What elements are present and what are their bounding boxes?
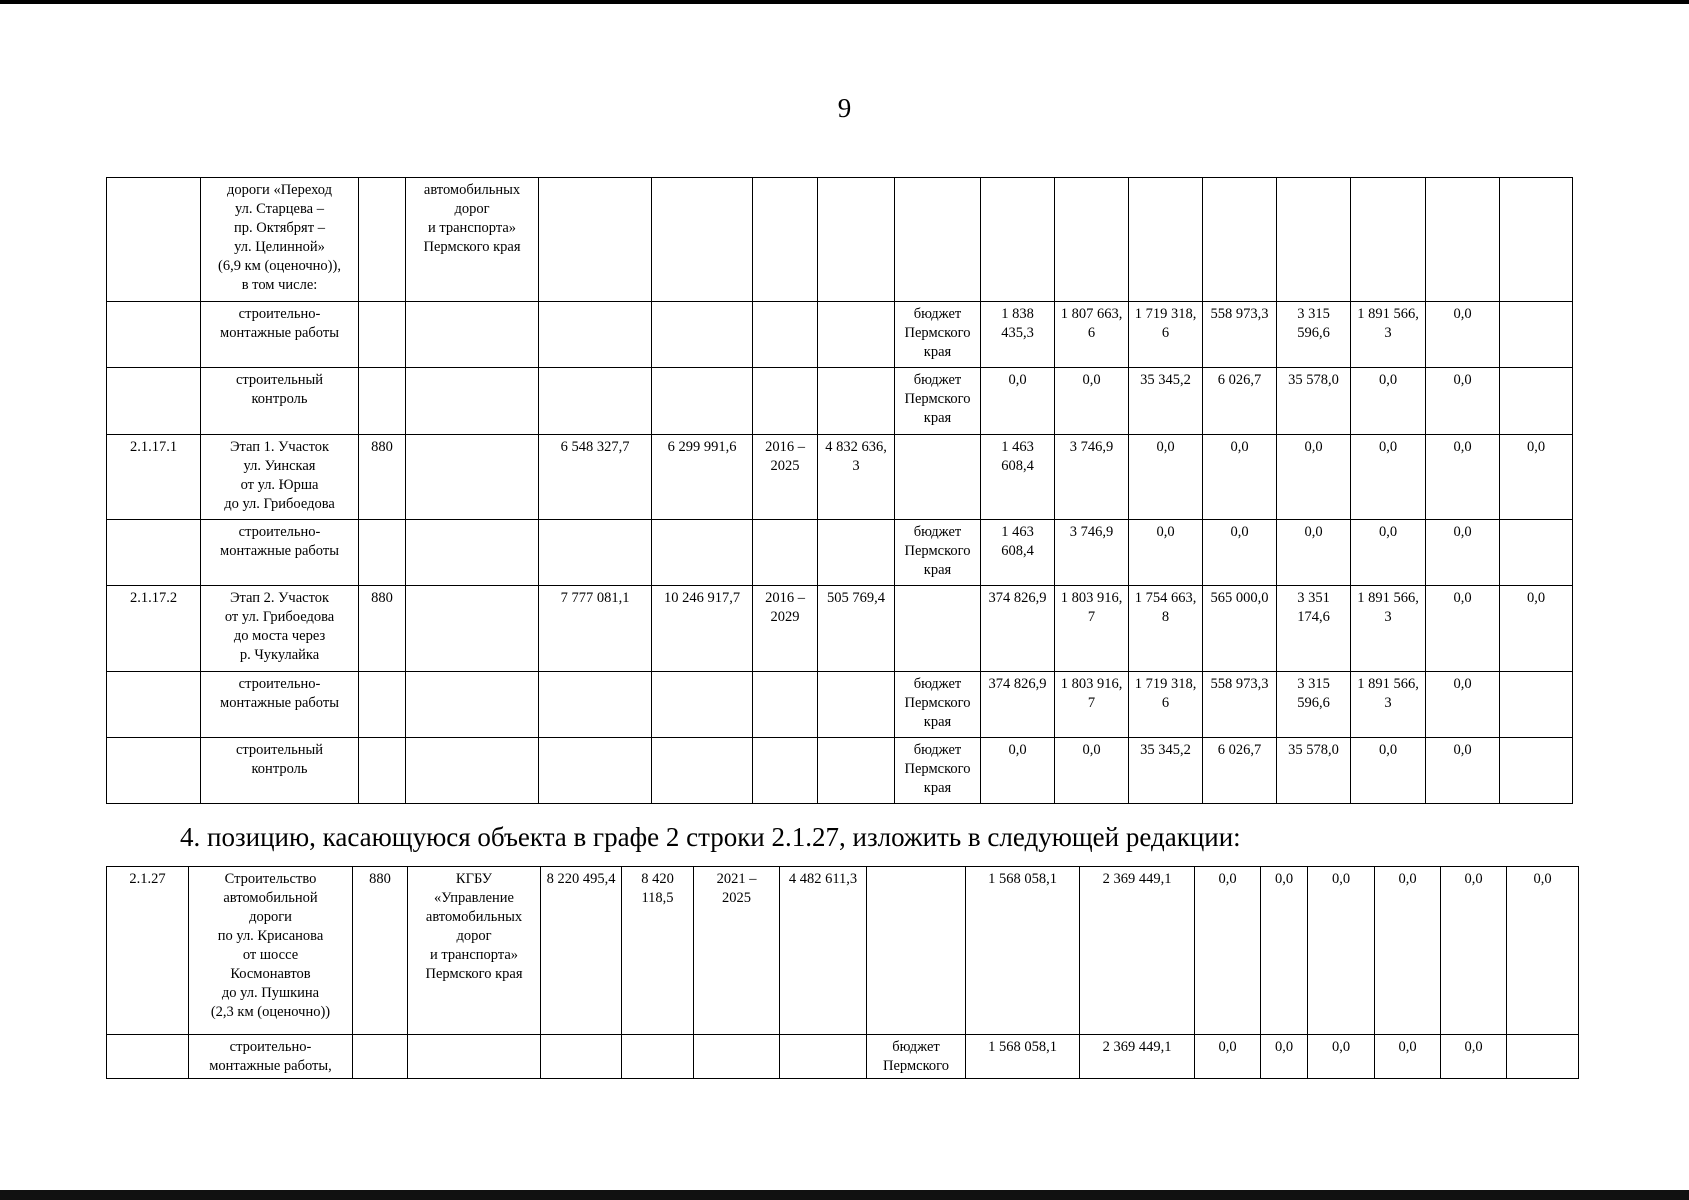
table-cell: 2 369 449,1 bbox=[1080, 867, 1195, 1035]
table-cell bbox=[541, 1035, 622, 1079]
table-cell: 10 246 917,7 bbox=[652, 586, 753, 672]
scan-edge-top bbox=[0, 0, 1689, 4]
table-cell: 0,0 bbox=[1261, 867, 1308, 1035]
table-cell: 0,0 bbox=[1195, 1035, 1261, 1079]
table-cell: 0,0 bbox=[1203, 435, 1277, 520]
table-cell bbox=[1055, 178, 1129, 302]
table-cell: 0,0 bbox=[1426, 738, 1500, 804]
table-cell: 0,0 bbox=[1351, 738, 1426, 804]
table-cell: 0,0 bbox=[1129, 520, 1203, 586]
table-cell: 35 578,0 bbox=[1277, 738, 1351, 804]
table-cell bbox=[753, 302, 818, 368]
table-cell: 0,0 bbox=[1426, 672, 1500, 738]
table-cell: 0,0 bbox=[1507, 867, 1579, 1035]
table-cell: 0,0 bbox=[981, 368, 1055, 435]
table-cell: 1 807 663, 6 bbox=[1055, 302, 1129, 368]
table-row bbox=[107, 178, 1573, 302]
table-cell bbox=[107, 302, 201, 368]
table-cell bbox=[359, 368, 406, 435]
table-cell: 0,0 bbox=[1500, 435, 1573, 520]
table-cell: 374 826,9 bbox=[981, 672, 1055, 738]
table-cell: Этап 2. Участок от ул. Грибоедова до моста через р. Чукулайка bbox=[201, 586, 359, 672]
table-cell bbox=[406, 672, 539, 738]
table-cell bbox=[408, 1035, 541, 1079]
table-cell bbox=[107, 1035, 189, 1079]
table-cell: дороги «Переход ул. Старцева – пр. Октябрят – ул. Целинной» (6,9 км (оценочно)), в том числе: bbox=[201, 178, 359, 302]
table-cell: 0,0 bbox=[1261, 1035, 1308, 1079]
table-row bbox=[107, 738, 1573, 804]
table-cell bbox=[652, 672, 753, 738]
table-cell bbox=[818, 520, 895, 586]
table-cell: 565 000,0 bbox=[1203, 586, 1277, 672]
table1-body bbox=[107, 178, 1573, 804]
table-cell bbox=[753, 672, 818, 738]
table-cell: 0,0 bbox=[1351, 368, 1426, 435]
table-cell bbox=[353, 1035, 408, 1079]
table-row bbox=[107, 435, 1573, 520]
table-row bbox=[107, 1035, 1579, 1079]
table-cell: строительно- монтажные работы, bbox=[189, 1035, 353, 1079]
table-cell: 0,0 bbox=[1375, 1035, 1441, 1079]
table-cell: 1 891 566, 3 bbox=[1351, 672, 1426, 738]
table-cell: 1 754 663, 8 bbox=[1129, 586, 1203, 672]
table-cell: 1 463 608,4 bbox=[981, 435, 1055, 520]
table-cell bbox=[1129, 178, 1203, 302]
table-cell bbox=[539, 672, 652, 738]
table-cell: строительно- монтажные работы bbox=[201, 302, 359, 368]
table-cell: 3 746,9 bbox=[1055, 435, 1129, 520]
amendment-instruction: 4. позицию, касающуюся объекта в графе 2 строки 2.1.27, изложить в следующей редакции: bbox=[180, 822, 1241, 852]
table-cell bbox=[1203, 178, 1277, 302]
table-cell bbox=[753, 368, 818, 435]
table-cell bbox=[406, 302, 539, 368]
table-cell: 0,0 bbox=[1500, 586, 1573, 672]
table-cell bbox=[1500, 178, 1573, 302]
table-cell: Этап 1. Участок ул. Уинская от ул. Юрша до ул. Грибоедова bbox=[201, 435, 359, 520]
table-cell bbox=[359, 178, 406, 302]
table-cell bbox=[753, 738, 818, 804]
budget-table-continued bbox=[106, 177, 1573, 804]
table-cell: 0,0 bbox=[1203, 520, 1277, 586]
table-cell: строительный контроль bbox=[201, 738, 359, 804]
table-cell bbox=[753, 520, 818, 586]
table-cell: 0,0 bbox=[1426, 520, 1500, 586]
table-cell: бюджет Пермского bbox=[867, 1035, 966, 1079]
table-cell: 0,0 bbox=[1308, 1035, 1375, 1079]
table-cell bbox=[895, 435, 981, 520]
table-cell: 0,0 bbox=[1055, 368, 1129, 435]
table-cell: 1 568 058,1 bbox=[966, 867, 1080, 1035]
table-cell bbox=[818, 302, 895, 368]
table-cell: 2 369 449,1 bbox=[1080, 1035, 1195, 1079]
table-cell bbox=[753, 178, 818, 302]
table-cell: 35 345,2 bbox=[1129, 368, 1203, 435]
table-cell: 35 578,0 bbox=[1277, 368, 1351, 435]
table-cell: 6 299 991,6 bbox=[652, 435, 753, 520]
table2-body bbox=[107, 867, 1579, 1079]
table-cell: 8 420 118,5 bbox=[622, 867, 694, 1035]
table-cell: строительно- монтажные работы bbox=[201, 520, 359, 586]
table-cell: 0,0 bbox=[1129, 435, 1203, 520]
table-cell bbox=[1351, 178, 1426, 302]
table-cell bbox=[652, 738, 753, 804]
table-cell bbox=[818, 178, 895, 302]
table-cell bbox=[539, 178, 652, 302]
table-cell: 3 315 596,6 bbox=[1277, 302, 1351, 368]
table-cell: 505 769,4 bbox=[818, 586, 895, 672]
table-cell: 1 803 916, 7 bbox=[1055, 586, 1129, 672]
table-cell bbox=[1426, 178, 1500, 302]
table-cell bbox=[780, 1035, 867, 1079]
table-cell: 0,0 bbox=[1277, 435, 1351, 520]
table-cell bbox=[107, 520, 201, 586]
table-cell: бюджет Пермского края bbox=[895, 368, 981, 435]
table-cell: 374 826,9 bbox=[981, 586, 1055, 672]
table-cell bbox=[867, 867, 966, 1035]
table-cell bbox=[406, 586, 539, 672]
table-cell: 1 891 566, 3 bbox=[1351, 586, 1426, 672]
table-cell bbox=[622, 1035, 694, 1079]
table-cell bbox=[359, 520, 406, 586]
table-cell: бюджет Пермского края bbox=[895, 738, 981, 804]
table-cell: строительно- монтажные работы bbox=[201, 672, 359, 738]
table-cell bbox=[981, 178, 1055, 302]
table-cell: 2021 – 2025 bbox=[694, 867, 780, 1035]
table-cell: 2016 – 2025 bbox=[753, 435, 818, 520]
table-cell bbox=[895, 586, 981, 672]
table-cell bbox=[107, 178, 201, 302]
table-cell bbox=[1500, 738, 1573, 804]
table-cell bbox=[539, 302, 652, 368]
table-cell: 0,0 bbox=[1426, 586, 1500, 672]
table-cell bbox=[107, 368, 201, 435]
table-row bbox=[107, 368, 1573, 435]
table-cell bbox=[818, 738, 895, 804]
table-cell: 2.1.27 bbox=[107, 867, 189, 1035]
table-cell: бюджет Пермского края bbox=[895, 672, 981, 738]
table-row bbox=[107, 867, 1579, 1035]
table-row bbox=[107, 672, 1573, 738]
table-cell: 8 220 495,4 bbox=[541, 867, 622, 1035]
table-cell: 880 bbox=[359, 586, 406, 672]
table-row bbox=[107, 520, 1573, 586]
table-cell bbox=[539, 368, 652, 435]
table-cell: 0,0 bbox=[1426, 435, 1500, 520]
table-cell bbox=[406, 738, 539, 804]
table-cell bbox=[652, 302, 753, 368]
table-cell bbox=[539, 738, 652, 804]
table-cell: автомобильных дорог и транспорта» Пермского края bbox=[406, 178, 539, 302]
table-cell bbox=[895, 178, 981, 302]
table-cell: 880 bbox=[353, 867, 408, 1035]
table-cell: 1 838 435,3 bbox=[981, 302, 1055, 368]
table-cell: 2.1.17.1 bbox=[107, 435, 201, 520]
table-cell bbox=[652, 178, 753, 302]
table-cell: 0,0 bbox=[1055, 738, 1129, 804]
table-cell: 2016 – 2029 bbox=[753, 586, 818, 672]
table-cell: 0,0 bbox=[1441, 867, 1507, 1035]
table-cell: 0,0 bbox=[1426, 302, 1500, 368]
budget-table-position-2-1-27 bbox=[106, 866, 1579, 1079]
table-row bbox=[107, 586, 1573, 672]
table-cell bbox=[107, 738, 201, 804]
table-cell bbox=[406, 435, 539, 520]
table-cell bbox=[1500, 520, 1573, 586]
table-cell: 0,0 bbox=[1308, 867, 1375, 1035]
page-number: 9 bbox=[837, 93, 852, 123]
table-cell bbox=[1277, 178, 1351, 302]
table-cell bbox=[652, 520, 753, 586]
table-cell: 3 746,9 bbox=[1055, 520, 1129, 586]
table-cell: 1 719 318, 6 bbox=[1129, 672, 1203, 738]
table-cell bbox=[1500, 302, 1573, 368]
table-cell: 0,0 bbox=[1441, 1035, 1507, 1079]
table-cell: 1 719 318, 6 bbox=[1129, 302, 1203, 368]
table-cell bbox=[359, 302, 406, 368]
table-cell bbox=[1507, 1035, 1579, 1079]
table-cell bbox=[539, 520, 652, 586]
scan-edge-bottom bbox=[0, 1190, 1689, 1200]
table-cell: 0,0 bbox=[1375, 867, 1441, 1035]
table-cell bbox=[694, 1035, 780, 1079]
table-cell: 0,0 bbox=[1351, 520, 1426, 586]
table-cell: 558 973,3 bbox=[1203, 302, 1277, 368]
table-cell: 4 832 636, 3 bbox=[818, 435, 895, 520]
table-cell: 6 026,7 bbox=[1203, 738, 1277, 804]
table-cell: 3 351 174,6 bbox=[1277, 586, 1351, 672]
table-cell bbox=[1500, 672, 1573, 738]
table-cell: 1 891 566, 3 bbox=[1351, 302, 1426, 368]
table-row bbox=[107, 302, 1573, 368]
table-cell: 3 315 596,6 bbox=[1277, 672, 1351, 738]
table-cell bbox=[359, 672, 406, 738]
table-cell: КГБУ «Управление автомобильных дорог и транспорта» Пермского края bbox=[408, 867, 541, 1035]
table-cell bbox=[406, 368, 539, 435]
table-cell: 0,0 bbox=[1351, 435, 1426, 520]
table-cell: 6 026,7 bbox=[1203, 368, 1277, 435]
table-cell: 0,0 bbox=[1277, 520, 1351, 586]
table-cell: строительный контроль bbox=[201, 368, 359, 435]
table-cell bbox=[652, 368, 753, 435]
table-cell: 558 973,3 bbox=[1203, 672, 1277, 738]
table-cell: 35 345,2 bbox=[1129, 738, 1203, 804]
table-cell: бюджет Пермского края bbox=[895, 302, 981, 368]
table-cell: Строительство автомобильной дороги по ул. Крисанова от шоссе Космонавтов до ул. Пушкина (2,3 км (оценочно)) bbox=[189, 867, 353, 1035]
table-cell bbox=[359, 738, 406, 804]
table-cell bbox=[107, 672, 201, 738]
table-cell: 1 803 916, 7 bbox=[1055, 672, 1129, 738]
table-cell: 1 463 608,4 bbox=[981, 520, 1055, 586]
table-cell bbox=[1500, 368, 1573, 435]
table-cell: 880 bbox=[359, 435, 406, 520]
table-cell: 7 777 081,1 bbox=[539, 586, 652, 672]
table-cell: 6 548 327,7 bbox=[539, 435, 652, 520]
table-cell: 0,0 bbox=[981, 738, 1055, 804]
table-cell: 4 482 611,3 bbox=[780, 867, 867, 1035]
table-cell bbox=[818, 672, 895, 738]
table-cell: 2.1.17.2 bbox=[107, 586, 201, 672]
table-cell bbox=[406, 520, 539, 586]
table-cell: 1 568 058,1 bbox=[966, 1035, 1080, 1079]
table-cell: 0,0 bbox=[1426, 368, 1500, 435]
table-cell: бюджет Пермского края bbox=[895, 520, 981, 586]
table-cell: 0,0 bbox=[1195, 867, 1261, 1035]
table-cell bbox=[818, 368, 895, 435]
